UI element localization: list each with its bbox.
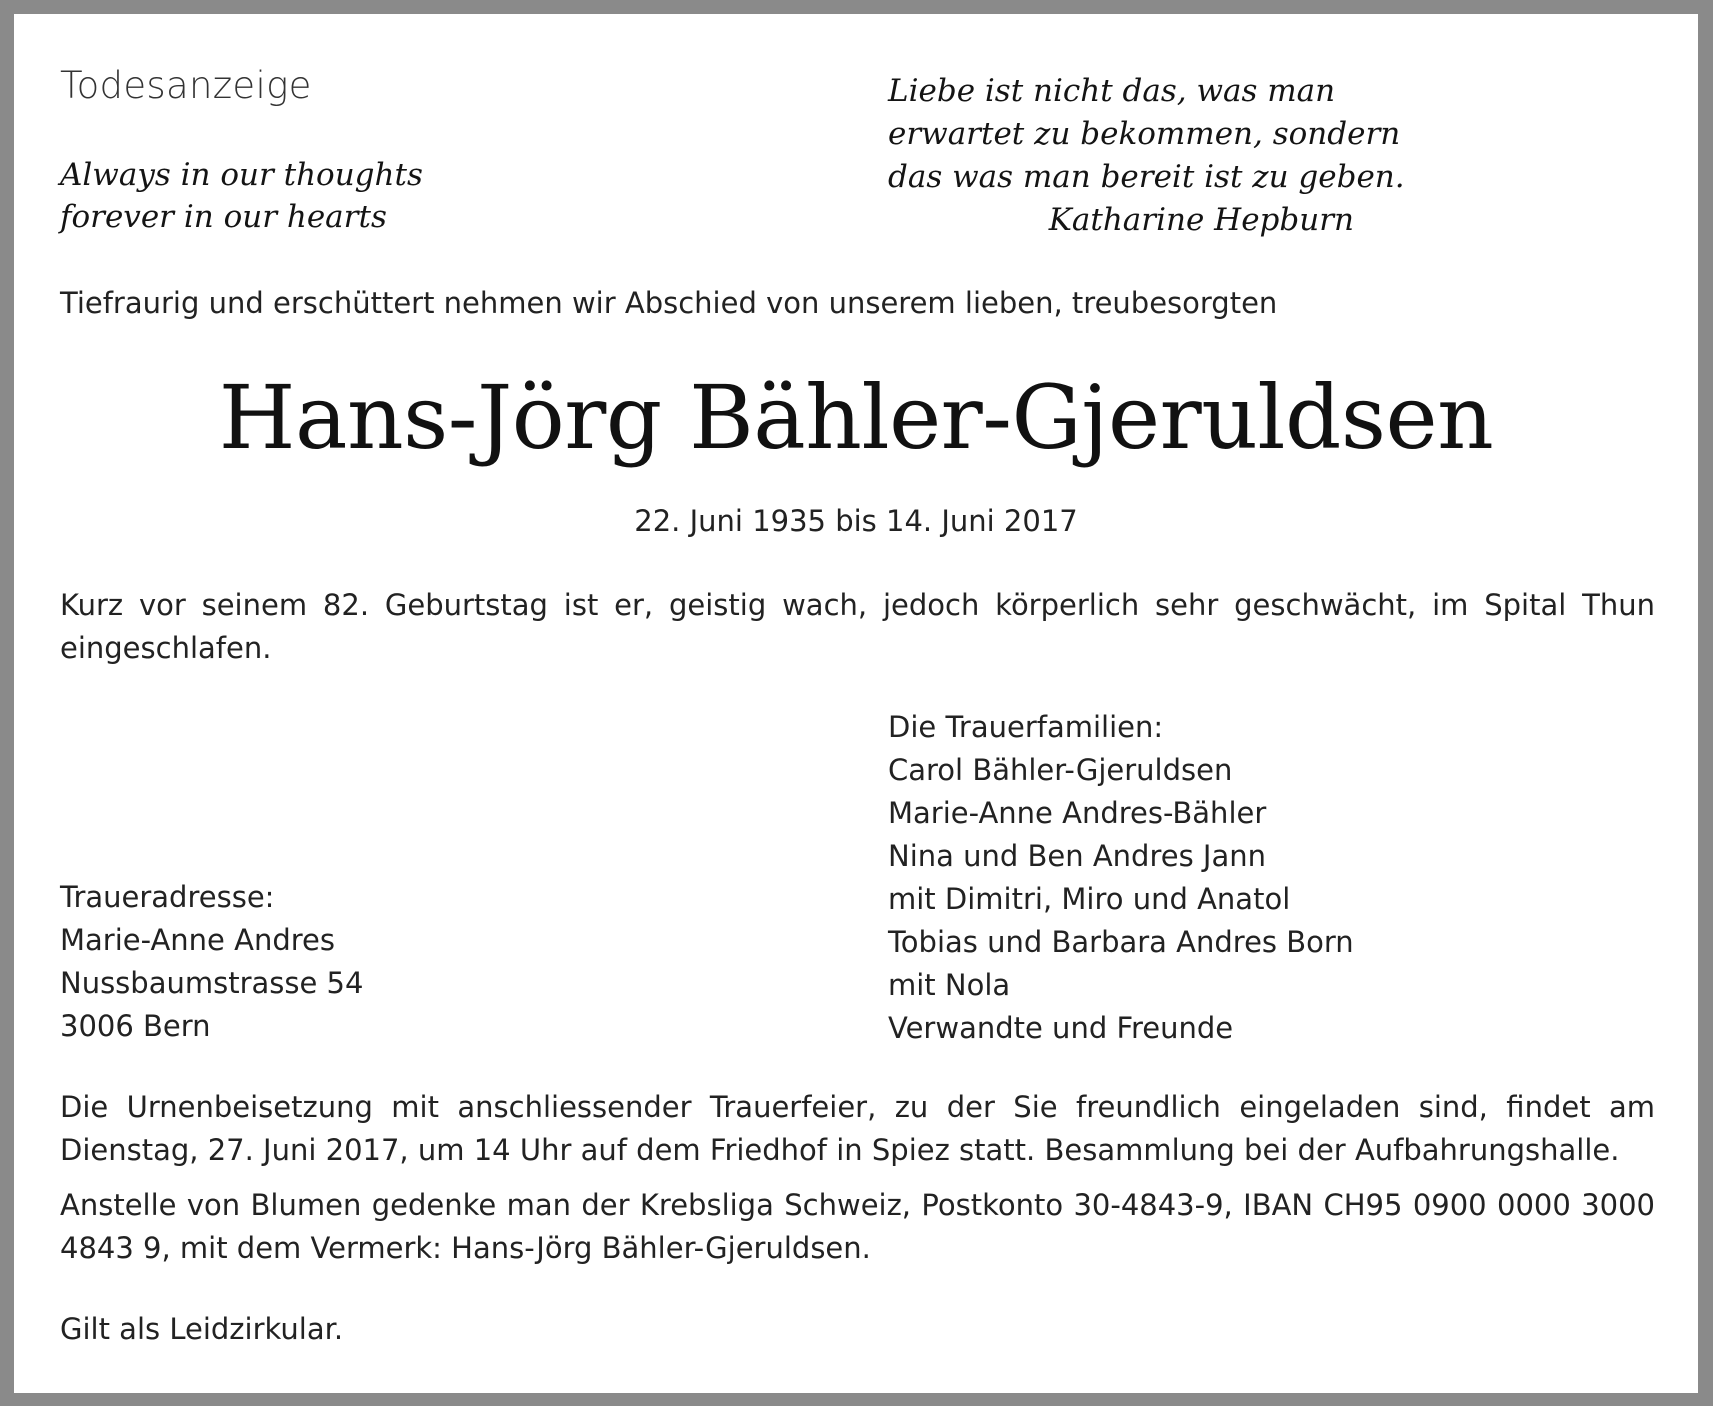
- quote: [888, 70, 1405, 242]
- quote-line: Liebe ist nicht das, was man: [888, 73, 1336, 109]
- death-notice: [14, 14, 1698, 1393]
- family-line: Verwandte und Freunde: [888, 1011, 1234, 1045]
- quote-line: erwartet zu bekommen, sondern: [888, 116, 1401, 152]
- donation-paragraph: Anstelle von Blumen gedenke man der Krebsliga Schweiz, Postkonto 30-4843-9, IBAN CH95 0900 0000 3000 4843 9, mit dem Vermerk: Hans-Jörg Bähler-Gjeruldsen.: [60, 1188, 1655, 1265]
- family-line: Nina und Ben Andres Jann: [888, 839, 1267, 873]
- quote-author: Katharine Hepburn: [1048, 202, 1354, 238]
- quote-line: das was man bereit ist zu geben.: [888, 159, 1405, 195]
- family-line: Marie-Anne Andres-Bähler: [888, 796, 1267, 830]
- life-dates: 22. Juni 1935 bis 14. Juni 2017: [634, 504, 1078, 538]
- mourning-address: [60, 876, 363, 1048]
- notice-heading: Todesanzeige: [60, 64, 312, 107]
- deceased-name: Hans-Jörg Bähler-Gjeruldsen: [218, 366, 1494, 469]
- family-line: Carol Bähler-Gjeruldsen: [888, 753, 1233, 787]
- address-line: Nussbaumstrasse 54: [60, 966, 364, 1000]
- funeral-paragraph: Die Urnenbeisetzung mit anschliessender Trauerfeier, zu der Sie freundlich eingeladen sind, findet am Dienstag, 27. Juni 2017, um 14 Uhr auf dem Friedhof in Spiez statt. Besammlung bei der Aufbahrungshalle.: [60, 1090, 1655, 1167]
- motto-line: Always in our thoughts: [60, 157, 423, 193]
- families-label: Die Trauerfamilien:: [888, 710, 1164, 744]
- family-line: mit Dimitri, Miro und Anatol: [888, 882, 1291, 916]
- intro-text: Tiefraurig und erschüttert nehmen wir Abschied von unserem lieben, treubesorgten: [60, 286, 1278, 320]
- mourning-families: [888, 706, 1354, 1050]
- address-line: Marie-Anne Andres: [60, 923, 335, 957]
- motto: [60, 154, 620, 238]
- family-line: mit Nola: [888, 968, 1011, 1002]
- motto-line: forever in our hearts: [60, 199, 387, 235]
- address-line: 3006 Bern: [60, 1009, 211, 1043]
- family-line: Tobias und Barbara Andres Born: [888, 925, 1354, 959]
- death-paragraph: Kurz vor seinem 82. Geburtstag ist er, geistig wach, jedoch körperlich sehr geschwächt, im Spital Thun eingeschlafen.: [60, 588, 1655, 665]
- address-label: Traueradresse:: [60, 880, 275, 914]
- footer-note: Gilt als Leidzirkular.: [60, 1312, 344, 1346]
